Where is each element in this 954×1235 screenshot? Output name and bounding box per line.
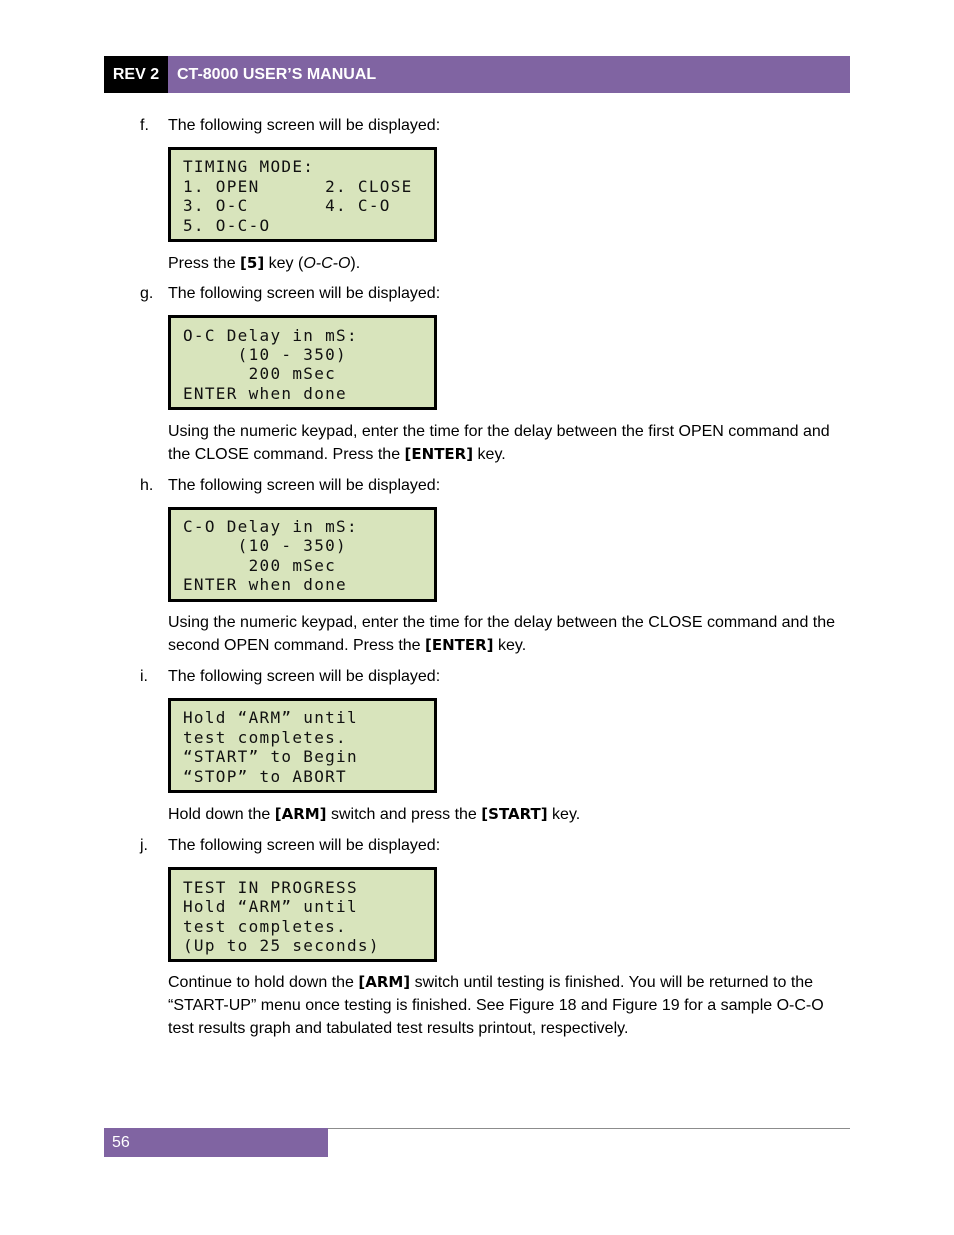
step-marker-f: f. <box>140 117 149 134</box>
step-note-i: Hold down the [ARM] switch and press the [START] key. <box>168 805 581 823</box>
lcd-line: ENTER when done <box>183 575 347 594</box>
step-text-i: The following screen will be displayed: <box>168 668 441 685</box>
lcd-line: 200 mSec <box>183 364 337 383</box>
lcd-line: TEST IN PROGRESS <box>183 878 358 897</box>
step-marker-g: g. <box>140 285 154 302</box>
lcd-line: TIMING MODE: <box>183 157 315 176</box>
lcd-line: 5. O-C-O <box>183 216 271 235</box>
page-number: 56 <box>104 1128 328 1157</box>
step-note-j: Continue to hold down the [ARM] switch until testing is finished. You will be returned to the “START-UP” menu once testing is finished. See Figure 18 and Figure 19 for a sample O-C-O test results graph and tabulated test results printout, respectively. <box>168 973 824 1037</box>
lcd-line: test completes. <box>183 728 347 747</box>
lcd-screen-timing-mode <box>168 147 437 242</box>
step-marker-h: h. <box>140 477 154 494</box>
lcd-line: O-C Delay in mS: <box>183 326 358 345</box>
step-marker-i: i. <box>140 668 148 685</box>
lcd-line: C-O Delay in mS: <box>183 517 358 536</box>
step-note-g: Using the numeric keypad, enter the time for the delay between the first OPEN command and the CLOSE command. Press the [ENTER] key. <box>168 423 830 463</box>
lcd-line: 1. OPEN 2. CLOSE <box>183 177 413 196</box>
lcd-line: ENTER when done <box>183 384 347 403</box>
step-text-f: The following screen will be displayed: <box>168 117 441 134</box>
lcd-line: Hold “ARM” until <box>183 708 358 727</box>
step-marker-j: j. <box>140 837 148 854</box>
lcd-line: “START” to Begin <box>183 747 358 766</box>
lcd-screen-test-in-progress <box>168 867 437 962</box>
step-note-f: Press the [5] key (O-C-O). <box>168 254 361 272</box>
lcd-line: (Up to 25 seconds) <box>183 936 380 955</box>
key-5: [5] <box>240 254 265 272</box>
lcd-line: (10 - 350) <box>183 536 347 555</box>
lcd-line: (10 - 350) <box>183 345 347 364</box>
page-header <box>104 56 850 93</box>
lcd-line: 3. O-C 4. C-O <box>183 196 391 215</box>
step-note-h: Using the numeric keypad, enter the time for the delay between the CLOSE command and the second OPEN command. Press the [ENTER] key. <box>168 614 836 654</box>
lcd-screen-co-delay <box>168 507 437 602</box>
key-arm: [ARM] <box>274 805 327 823</box>
key-start: [START] <box>481 805 548 823</box>
lcd-line: “STOP” to ABORT <box>183 767 347 786</box>
lcd-screen-hold-arm <box>168 698 437 793</box>
key-enter: [ENTER] <box>404 445 474 463</box>
lcd-screen-oc-delay <box>168 315 437 410</box>
lcd-line: test completes. <box>183 917 347 936</box>
step-text-g: The following screen will be displayed: <box>168 285 441 302</box>
key-enter: [ENTER] <box>425 636 494 654</box>
manual-title: CT-8000 USER’S MANUAL <box>168 56 850 93</box>
step-text-h: The following screen will be displayed: <box>168 477 441 494</box>
key-arm: [ARM] <box>358 973 411 991</box>
lcd-line: 200 mSec <box>183 556 337 575</box>
step-text-j: The following screen will be displayed: <box>168 837 441 854</box>
revision-label: REV 2 <box>104 56 168 93</box>
lcd-line: Hold “ARM” until <box>183 897 358 916</box>
